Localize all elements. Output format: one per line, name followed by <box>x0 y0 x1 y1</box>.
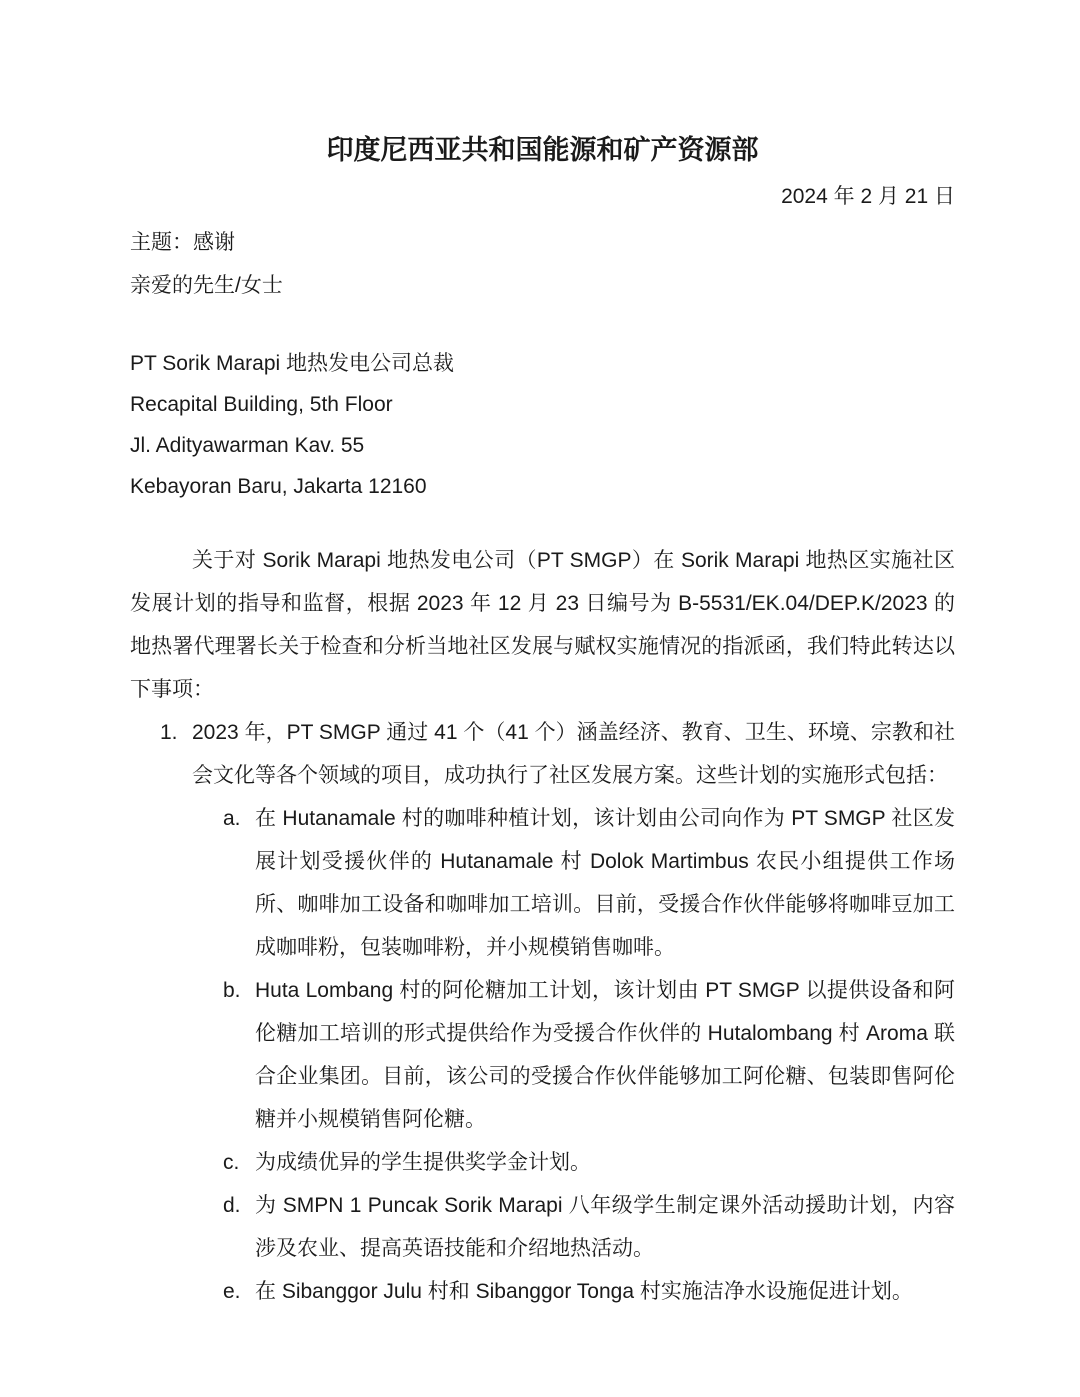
recipient-address-block <box>130 343 955 507</box>
subitem-c-text: 为成绩优异的学生提供奖学金计划。 <box>255 1151 591 1174</box>
subitem-b <box>130 969 955 1141</box>
recipient-building: Recapital Building, 5th Floor <box>130 393 393 416</box>
subitem-d-text: 为 SMPN 1 Puncak Sorik Marapi 八年级学生制定课外活动援助计划，内容涉及农业、提高英语技能和介绍地热活动。 <box>255 1194 955 1260</box>
intro-paragraph: 关于对 Sorik Marapi 地热发电公司（PT SMGP）在 Sorik Marapi 地热区实施社区发展计划的指导和监督，根据 2023 年 12 月 23 日编号为 B-5531/EK.04/DEP.K/2023 的地热署代理署长关于检查和分析当地社区发展与赋权实施情况的指派函，我们特此转达以下事项： <box>130 549 955 701</box>
subitem-b-marker: b. <box>223 979 241 1002</box>
numbered-item-1-text: 2023 年，PT SMGP 通过 41 个（41 个）涵盖经济、教育、卫生、环境、宗教和社会文化等各个领域的项目，成功执行了社区发展方案。这些计划的实施形式包括： <box>192 721 955 787</box>
subject-line: 主题：感谢 <box>130 231 235 254</box>
subitem-a <box>130 797 955 969</box>
salutation-line: 亲爱的先生/女士 <box>130 274 283 297</box>
letter-body <box>130 539 955 1313</box>
subitem-e <box>130 1270 955 1313</box>
subitem-c-marker: c. <box>223 1151 240 1174</box>
recipient-city: Kebayoran Baru, Jakarta 12160 <box>130 475 427 498</box>
subitem-c <box>130 1141 955 1184</box>
subitem-a-text: 在 Hutanamale 村的咖啡种植计划，该计划由公司向作为 PT SMGP 社区发展计划受援伙伴的 Hutanamale 村 Dolok Martimbus 农民小组提供工作场所、咖啡加工设备和咖啡加工培训。目前，受援合作伙伴能够将咖啡豆加工成咖啡粉，包装咖啡粉，并小规模销售咖啡。 <box>255 807 955 959</box>
letter-date: 2024 年 2 月 21 日 <box>781 185 955 208</box>
subitem-a-marker: a. <box>223 807 241 830</box>
subitem-e-text: 在 Sibanggor Julu 村和 Sibanggor Tonga 村实施洁净水设施促进计划。 <box>255 1280 913 1303</box>
numbered-item-1 <box>130 711 955 797</box>
subitem-e-marker: e. <box>223 1280 241 1303</box>
recipient-street: Jl. Adityawarman Kav. 55 <box>130 434 365 457</box>
numbered-item-1-marker: 1. <box>160 721 178 744</box>
subitem-b-text: Huta Lombang 村的阿伦糖加工计划，该计划由 PT SMGP 以提供设备和阿伦糖加工培训的形式提供给作为受援合作伙伴的 Hutalombang 村 Aroma 联合企业集团。目前，该公司的受援合作伙伴能够加工阿伦糖、包装即售阿伦糖并小规模销售阿伦糖。 <box>255 979 955 1131</box>
document-title: 印度尼西亚共和国能源和矿产资源部 <box>326 135 759 165</box>
subitem-d <box>130 1184 955 1270</box>
subitem-d-marker: d. <box>223 1194 241 1217</box>
recipient-name: PT Sorik Marapi 地热发电公司总裁 <box>130 352 454 375</box>
